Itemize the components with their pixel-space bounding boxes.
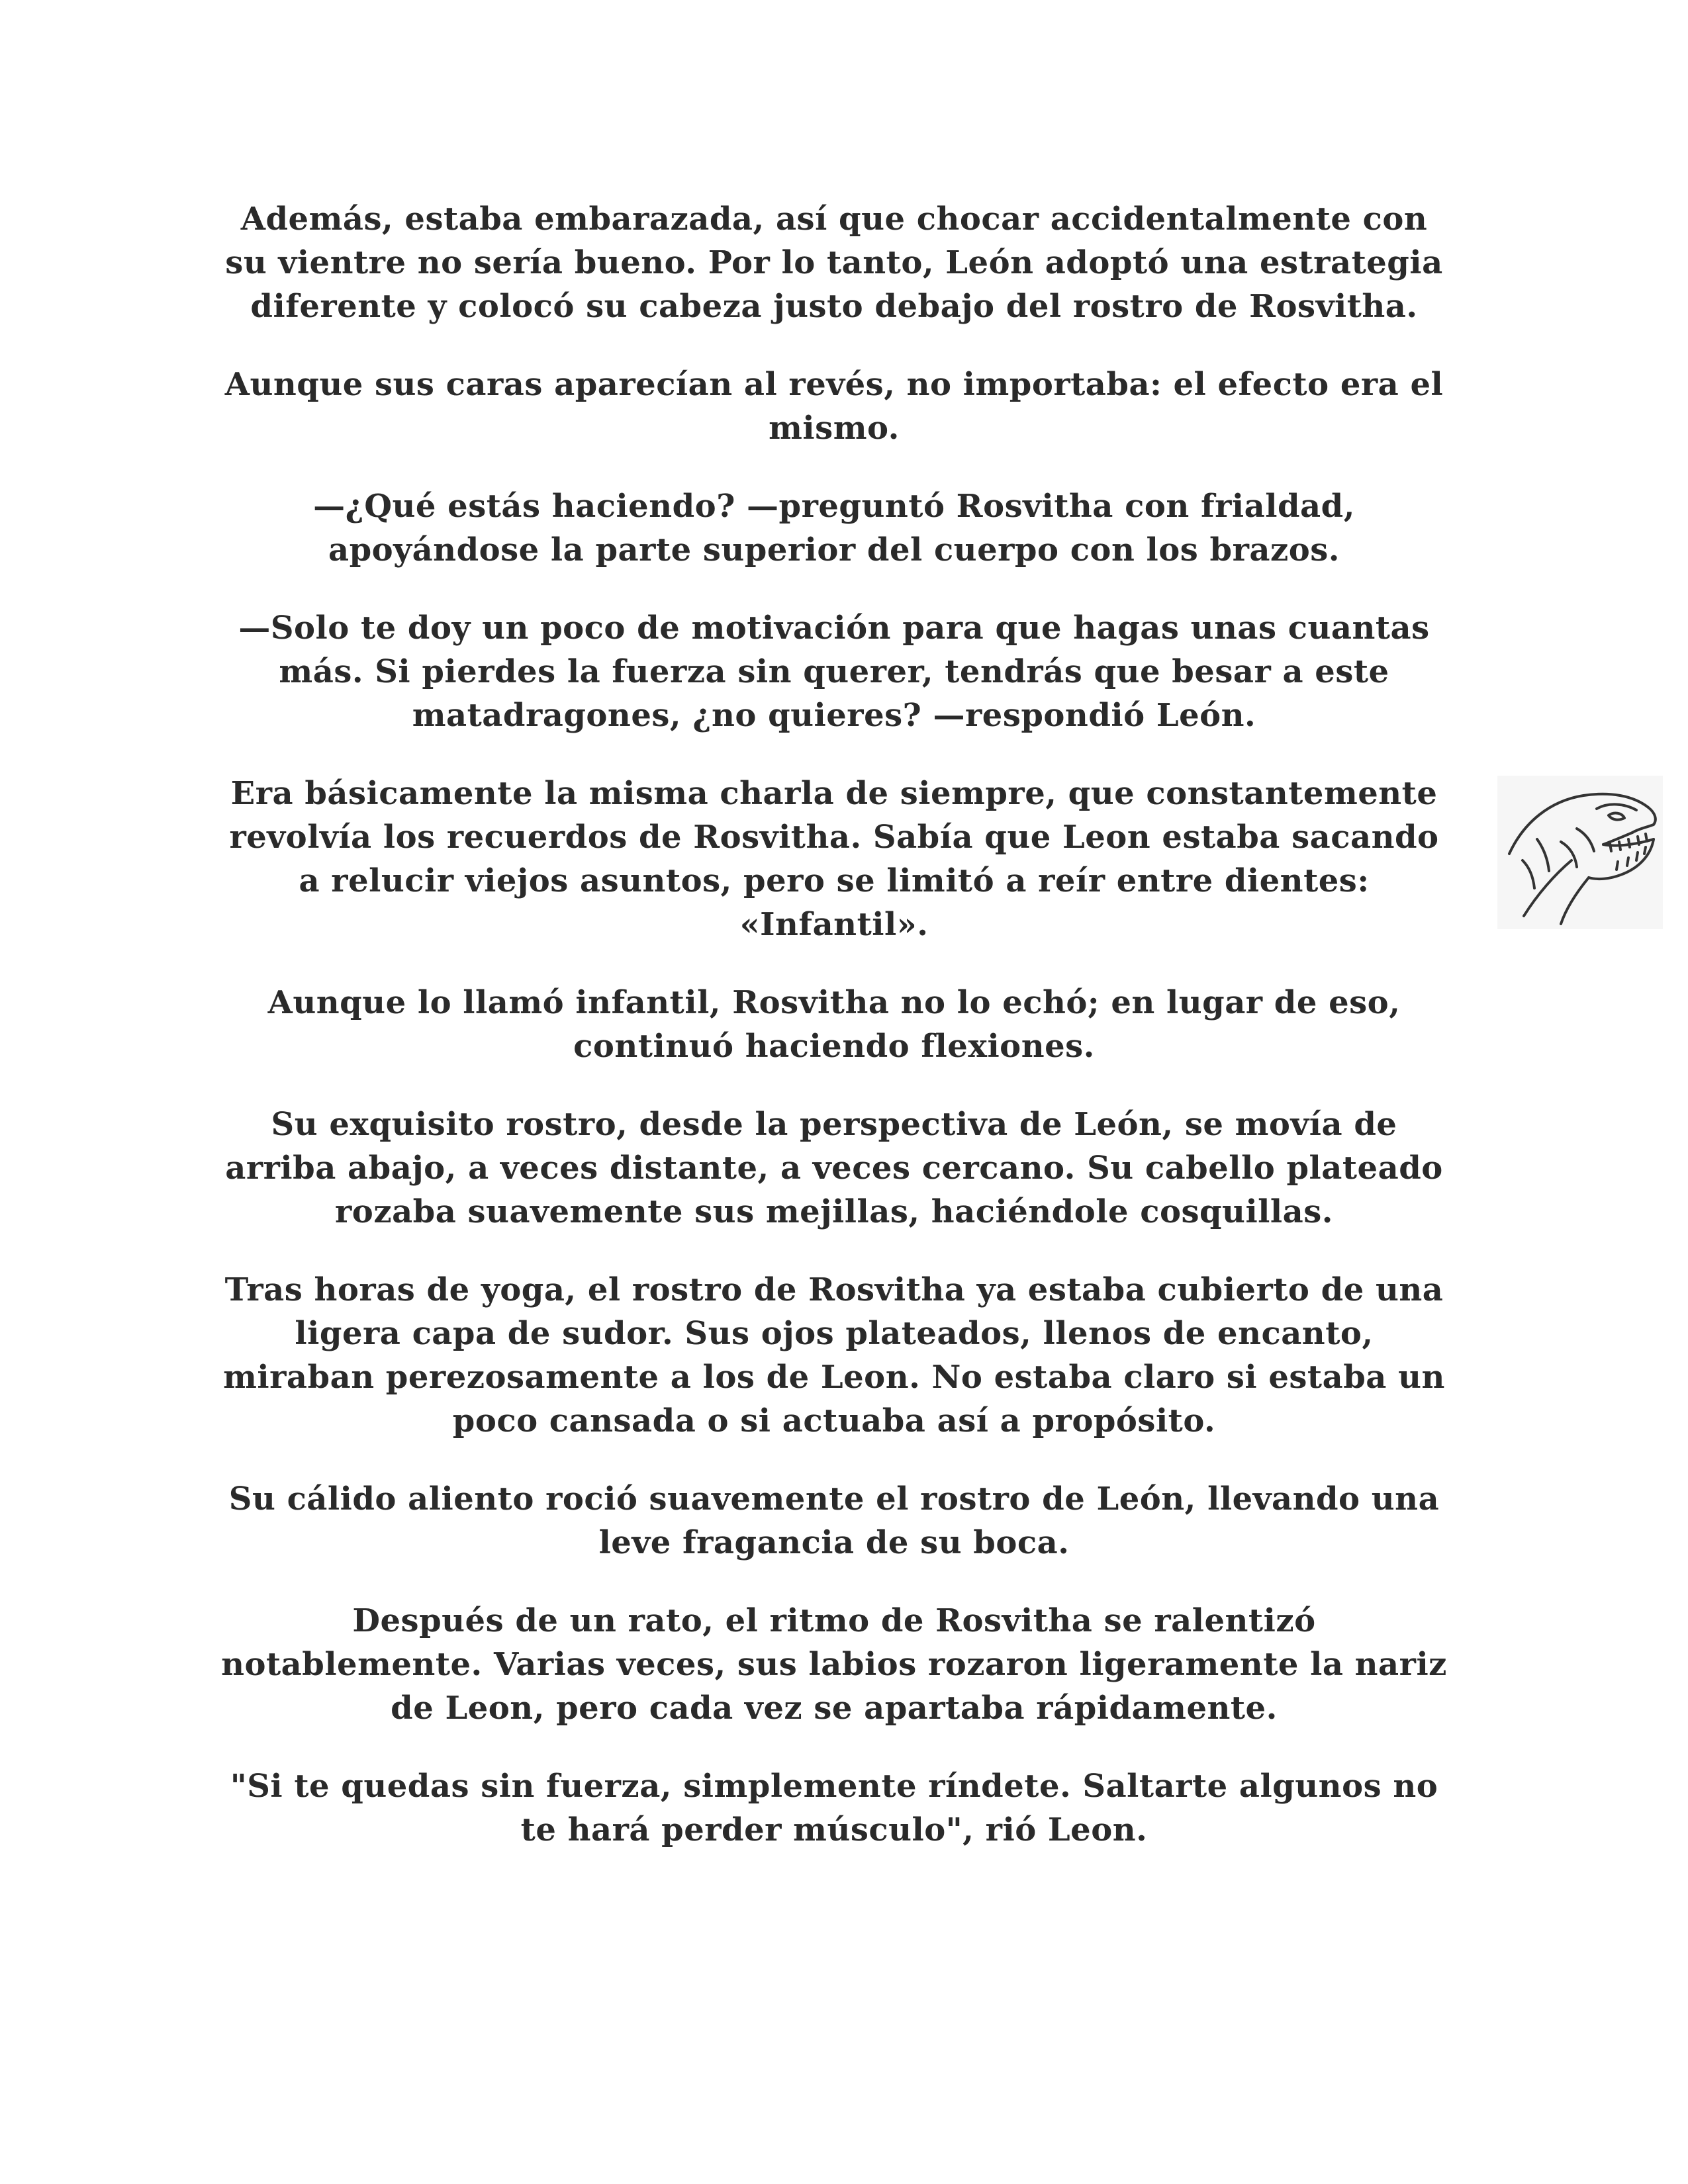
paragraph-1: Además, estaba embarazada, así que chocar accidentalmente con su vientre no sería bueno. Por lo tanto, León adoptó una estrategia diferente y colocó su cabeza justo debajo del rostro de Rosvitha. [225,201,1443,325]
document-body [218,197,1450,1886]
paragraph-6: Aunque lo llamó infantil, Rosvitha no lo echó; en lugar de eso, continuó haciendo flexiones. [267,984,1401,1065]
paragraph-8: Tras horas de yoga, el rostro de Rosvitha ya estaba cubierto de una ligera capa de sudor. Sus ojos plateados, llenos de encanto, miraban perezosamente a los de Leon. No estaba claro si estaba un poco cansada o si actuaba así a propósito. [223,1271,1445,1439]
paragraph-11: "Si te quedas sin fuerza, simplemente ríndete. Saltarte algunos no te hará perder músculo", rió Leon. [230,1768,1438,1848]
paragraph-7: Su exquisito rostro, desde la perspectiva de León, se movía de arriba abajo, a veces distante, a veces cercano. Su cabello plateado rozaba suavemente sus mejillas, haciéndole cosquillas. [225,1106,1443,1230]
paragraph-5: Era básicamente la misma charla de siempre, que constantemente revolvía los recuerdos de Rosvitha. Sabía que Leon estaba sacando a relucir viejos asuntos, pero se limitó a reír entre dientes: «Infantil». [229,775,1439,943]
paragraph-9: Su cálido aliento roció suavemente el rostro de León, llevando una leve fragancia de su boca. [228,1480,1440,1561]
paragraph-4: —Solo te doy un poco de motivación para que hagas unas cuantas más. Si pierdes la fuerza sin querer, tendrás que besar a este matadragones, ¿no quieres? —respondió León. [238,610,1430,734]
paragraph-2: Aunque sus caras aparecían al revés, no importaba: el efecto era el mismo. [224,366,1444,447]
dinosaur-head-icon [1497,776,1663,929]
paragraph-3: —¿Qué estás haciendo? —preguntó Rosvitha con frialdad, apoyándose la parte superior del cuerpo con los brazos. [313,488,1355,569]
paragraph-10: Después de un rato, el ritmo de Rosvitha se ralentizó notablemente. Varias veces, sus labios rozaron ligeramente la nariz de Leon, pero cada vez se apartaba rápidamente. [221,1602,1447,1727]
